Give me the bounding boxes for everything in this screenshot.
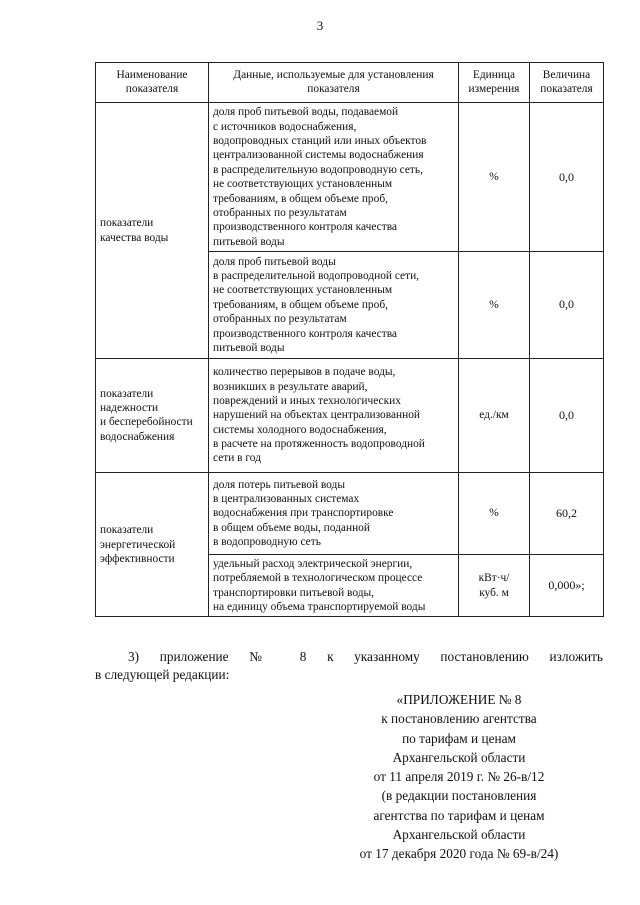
amendment-paragraph (95, 648, 603, 685)
table-row (96, 103, 604, 252)
table-header-row (96, 63, 604, 103)
appendix-line: по тарифам и ценам (402, 730, 516, 746)
row-description: удельный расход электрической энергии, потребляемой в технологическом процессе транспортировки питьевой воды, на единицу объема транспортируемой воды (209, 554, 459, 616)
row-value: 0,000»; (530, 554, 604, 616)
appendix-line: к постановлению агентства (381, 711, 537, 727)
table-row (96, 358, 604, 472)
row-unit: % (459, 103, 530, 252)
row-description: доля проб питьевой воды, подаваемой с источников водоснабжения, водопроводных станций или иных объектов централизованной системы водоснабжения в распределительную водопроводную сеть, не соответствующих установленным требованиям, в общем объеме проб, отобранных по результатам производственного контроля качества питьевой воды (209, 103, 459, 252)
header-unit: Единица измерения (459, 63, 530, 103)
group-energy-efficiency: показатели энергетической эффективности (96, 472, 209, 616)
row-value: 60,2 (530, 472, 604, 554)
group-reliability: показатели надежности и бесперебойности водоснабжения (96, 358, 209, 472)
group-water-quality: показатели качества воды (96, 103, 209, 359)
row-description: доля проб питьевой воды в распределительной водопроводной сети, не соответствующих установленным требованиям, в общем объеме проб, отобранных по результатам производственного контроля качества питьевой воды (209, 251, 459, 358)
header-source-data: Данные, используемые для установления показателя (209, 63, 459, 103)
paragraph-line: 3) приложение № 8 к указанному постановлению изложить (128, 649, 603, 664)
indicators-table (95, 62, 604, 617)
header-indicator-name: Наименование показателя (96, 63, 209, 103)
appendix-line: (в редакции постановления (381, 788, 537, 804)
row-description: количество перерывов в подаче воды, возникших в результате аварий, повреждений и иных технологических нарушений на объектах централизованной системы холодного водоснабжения, в расчете на протяженность водопроводной сети в год (209, 358, 459, 472)
appendix-line: агентства по тарифам и ценам (373, 807, 545, 823)
page-number: 3 (316, 18, 324, 33)
header-value: Величина показателя (530, 63, 604, 103)
paragraph-line: в следующей редакции: (95, 667, 230, 683)
appendix-line: от 17 декабря 2020 года № 69-в/24) (359, 846, 559, 862)
row-description: доля потерь питьевой воды в централизованных системах водоснабжения при транспортировке в общем объеме воды, поданной в водопроводную сеть (209, 472, 459, 554)
row-unit: % (459, 251, 530, 358)
row-unit: ед./км (459, 358, 530, 472)
row-value: 0,0 (530, 103, 604, 252)
appendix-line: от 11 апреля 2019 г. № 26-в/12 (373, 769, 545, 785)
appendix-line: Архангельской области (392, 826, 526, 842)
row-value: 0,0 (530, 251, 604, 358)
row-value: 0,0 (530, 358, 604, 472)
row-unit: % (459, 472, 530, 554)
row-unit: кВт·ч/ куб. м (459, 554, 530, 616)
appendix-line: Архангельской области (392, 749, 526, 765)
appendix-heading (325, 690, 593, 863)
table-row (96, 472, 604, 554)
appendix-title: «ПРИЛОЖЕНИЕ № 8 (396, 692, 522, 707)
